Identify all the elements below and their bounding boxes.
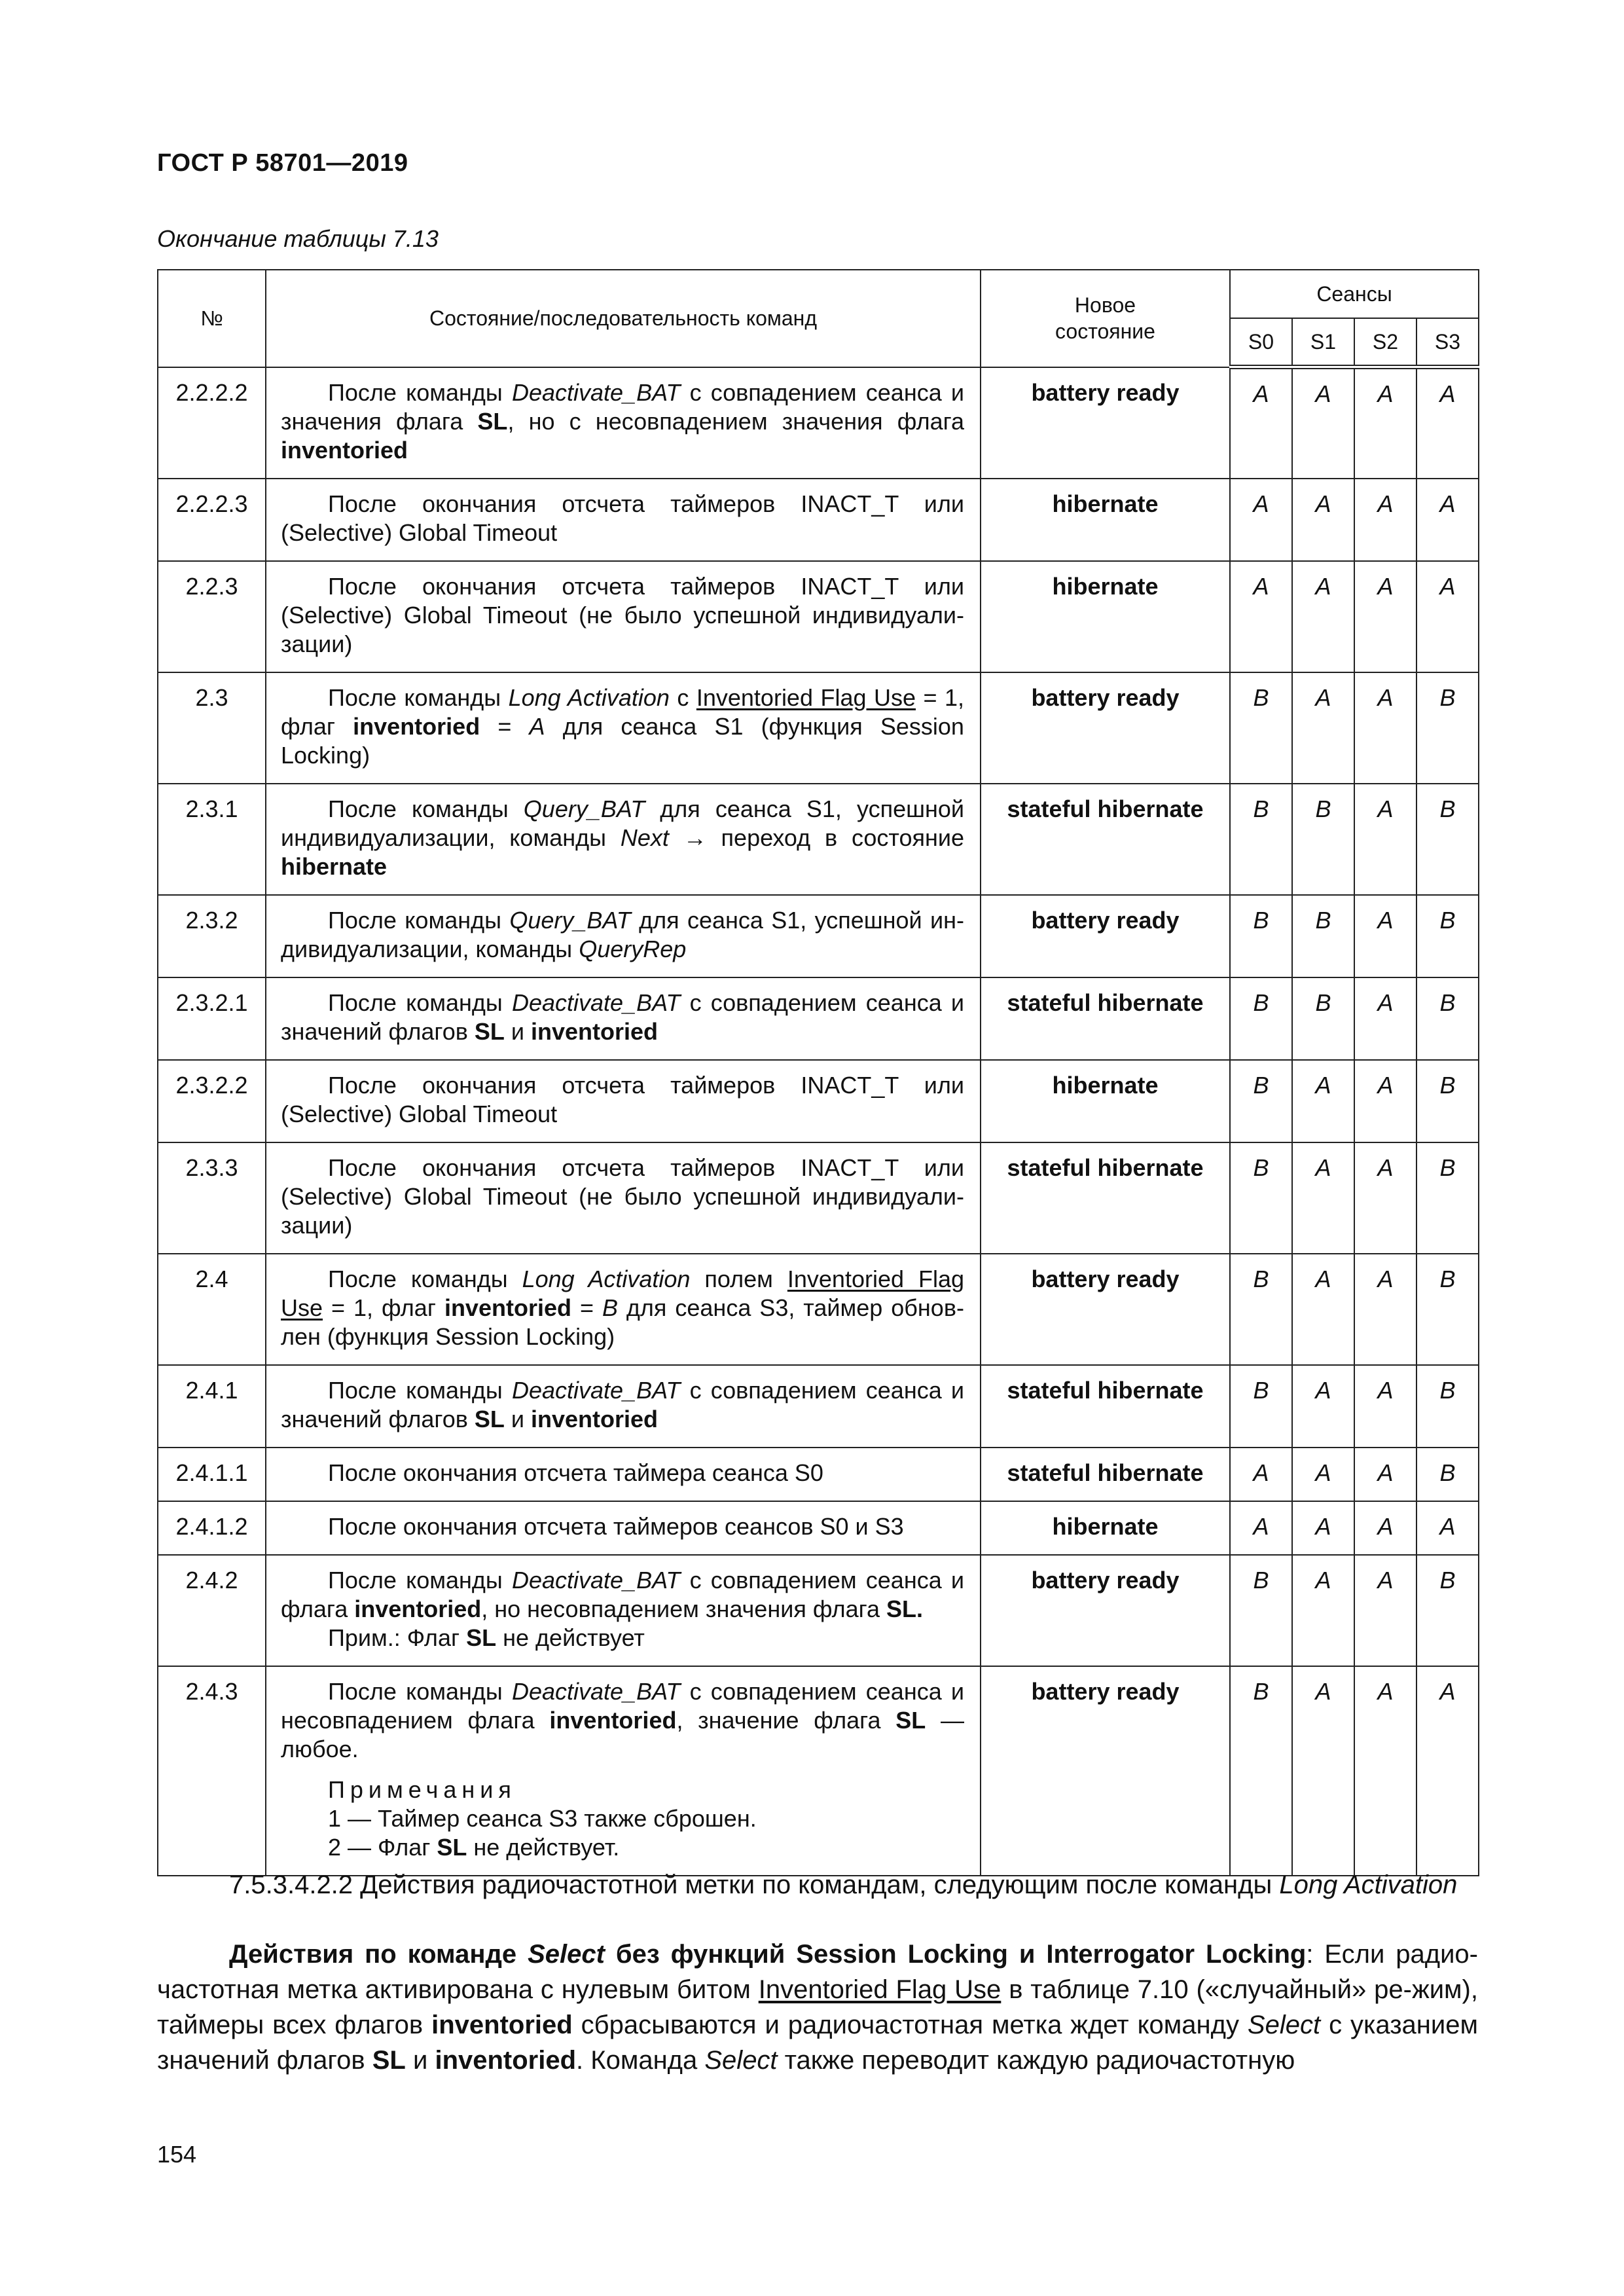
- session-s3-value: A: [1416, 1666, 1479, 1876]
- desc-text: → переход в состояние: [683, 824, 964, 851]
- row-new-state: battery ready: [981, 672, 1230, 784]
- desc-text: и: [511, 1405, 524, 1432]
- row-new-state: battery ready: [981, 1555, 1230, 1666]
- row-number: 2.4.2: [158, 1555, 266, 1666]
- header-session-s2: S2: [1354, 318, 1416, 367]
- desc-flag: inventoried: [353, 712, 480, 740]
- session-s3-value: B: [1416, 784, 1479, 895]
- session-s1-value: B: [1292, 784, 1354, 895]
- page-number: 154: [157, 2141, 197, 2168]
- paragraph-text: сбрасываются и радиочастотная метка ждет команду: [581, 2011, 1239, 2039]
- row-number: 2.3.1: [158, 784, 266, 895]
- session-s3-value: B: [1416, 1254, 1479, 1365]
- desc-command: QueryRep: [579, 935, 687, 962]
- session-s3-value: A: [1416, 1501, 1479, 1555]
- desc-text: для сеанса S1 (функция Session Locking): [281, 712, 964, 769]
- desc-command: Deactivate_BAT: [511, 378, 681, 406]
- paragraph-text: и: [412, 2046, 428, 2075]
- session-s0-value: B: [1230, 784, 1292, 895]
- desc-text: После команды: [328, 795, 509, 822]
- desc-text: для сеанса S1, успешной индивидуализации, команды: [281, 795, 964, 851]
- desc-text: и: [511, 1017, 524, 1045]
- desc-command: Long Activation: [522, 1265, 691, 1292]
- table-row: [158, 1060, 1479, 1142]
- paragraph-text: : Если радио-частотная метка активирована с нулевым битом: [157, 1940, 1478, 2004]
- paragraph-command: Select: [704, 2046, 778, 2075]
- desc-flag: SL: [466, 1624, 497, 1651]
- table-row: [158, 479, 1479, 561]
- header-description: Состояние/последовательность команд: [266, 270, 981, 367]
- row-description: [266, 479, 981, 561]
- table-row: [158, 1448, 1479, 1501]
- session-s3-value: B: [1416, 1555, 1479, 1666]
- desc-command: Query_BAT: [523, 795, 645, 822]
- desc-text: После окончания отсчета таймеров INACT_T или (Selective) Global Timeout (не было успешной индивидуали-зации): [281, 1154, 964, 1239]
- session-s1-value: A: [1292, 672, 1354, 784]
- desc-text: — любое.: [281, 1706, 964, 1762]
- desc-command: Long Activation: [508, 683, 670, 711]
- row-number: 2.3.2.1: [158, 977, 266, 1060]
- desc-command: Next: [620, 824, 669, 851]
- desc-text: После команды: [328, 1677, 503, 1705]
- table-row: [158, 1365, 1479, 1448]
- session-s1-value: A: [1292, 1060, 1354, 1142]
- desc-underlined-term: Inventoried Flag Use: [281, 1265, 964, 1321]
- session-s3-value: B: [1416, 895, 1479, 977]
- row-description: [266, 1448, 981, 1501]
- session-s0-value: B: [1230, 1142, 1292, 1254]
- header-sessions: Сеансы: [1230, 270, 1479, 318]
- desc-flag: SL.: [886, 1595, 924, 1622]
- session-s3-value: B: [1416, 977, 1479, 1060]
- table-row: [158, 977, 1479, 1060]
- paragraph-section-heading: [157, 1867, 1478, 1903]
- row-description: [266, 1666, 981, 1876]
- row-number: 2.4.1.1: [158, 1448, 266, 1501]
- desc-text: После окончания отсчета таймеров INACT_T или (Selective) Global Timeout: [281, 1071, 964, 1127]
- desc-text: = 1, флаг: [331, 1294, 436, 1321]
- header-new-state-line1: Новое: [1074, 293, 1136, 318]
- session-s2-value: A: [1354, 1501, 1416, 1555]
- desc-text: с совпадением сеанса и значения флага: [281, 378, 964, 435]
- sessions-table: [157, 269, 1479, 1876]
- desc-text: с совпадением сеанса и значений флагов: [281, 1376, 964, 1432]
- desc-text: = 1, флаг: [281, 683, 964, 740]
- session-s0-value: B: [1230, 1555, 1292, 1666]
- session-s0-value: B: [1230, 1666, 1292, 1876]
- session-s2-value: A: [1354, 1555, 1416, 1666]
- row-description: [266, 672, 981, 784]
- session-s2-value: A: [1354, 561, 1416, 672]
- row-new-state: hibernate: [981, 561, 1230, 672]
- session-s2-value: A: [1354, 672, 1416, 784]
- row-new-state: stateful hibernate: [981, 1448, 1230, 1501]
- desc-command: Deactivate_BAT: [511, 1677, 681, 1705]
- session-s2-value: A: [1354, 479, 1416, 561]
- row-number: 2.3.2.2: [158, 1060, 266, 1142]
- table-row: [158, 1555, 1479, 1666]
- desc-flag: hibernate: [281, 852, 388, 880]
- desc-text: После окончания отсчета таймеров INACT_T или (Selective) Global Timeout: [281, 490, 964, 546]
- row-new-state: hibernate: [981, 479, 1230, 561]
- row-description: [266, 561, 981, 672]
- session-s1-value: A: [1292, 1142, 1354, 1254]
- desc-text: После команды: [328, 1265, 508, 1292]
- desc-text: полем: [704, 1265, 773, 1292]
- paragraph-text: с указанием значений флагов: [157, 2011, 1478, 2075]
- session-s0-value: B: [1230, 672, 1292, 784]
- header-session-s0: S0: [1230, 318, 1292, 367]
- desc-text: с: [677, 683, 689, 711]
- desc-text: После команды: [328, 378, 503, 406]
- desc-text: для сеанса S1, успешной ин-дивидуализации, команды: [281, 906, 964, 962]
- session-s0-value: B: [1230, 1365, 1292, 1448]
- header-session-s3: S3: [1416, 318, 1479, 367]
- session-s3-value: B: [1416, 672, 1479, 784]
- session-s2-value: A: [1354, 1448, 1416, 1501]
- desc-flag: SL: [437, 1833, 467, 1861]
- table-row: [158, 367, 1479, 479]
- table-row: [158, 1254, 1479, 1365]
- desc-value: A: [529, 712, 545, 740]
- desc-command: Query_BAT: [509, 906, 631, 934]
- note-item: 1 — Таймер сеанса S3 также сброшен.: [328, 1804, 757, 1832]
- row-number: 2.2.2.2: [158, 367, 266, 479]
- paragraph-flag: inventoried: [431, 2011, 573, 2039]
- note-text: 2 — Флаг: [328, 1833, 431, 1861]
- desc-flag: inventoried: [354, 1595, 482, 1622]
- row-description: [266, 1501, 981, 1555]
- table-row: [158, 672, 1479, 784]
- row-number: 2.4.1: [158, 1365, 266, 1448]
- session-s0-value: B: [1230, 1254, 1292, 1365]
- table-row: [158, 1666, 1479, 1876]
- table-row: [158, 784, 1479, 895]
- desc-command: Deactivate_BAT: [511, 1376, 681, 1404]
- paragraph-command: Select: [1247, 2011, 1321, 2039]
- row-new-state: stateful hibernate: [981, 1142, 1230, 1254]
- session-s1-value: A: [1292, 1666, 1354, 1876]
- session-s3-value: B: [1416, 1365, 1479, 1448]
- table-row: [158, 895, 1479, 977]
- desc-flag: inventoried: [444, 1294, 571, 1321]
- row-description: [266, 1254, 981, 1365]
- session-s2-value: A: [1354, 1254, 1416, 1365]
- row-number: 2.2.3: [158, 561, 266, 672]
- session-s0-value: A: [1230, 367, 1292, 479]
- row-description: [266, 367, 981, 479]
- row-new-state: stateful hibernate: [981, 784, 1230, 895]
- paragraph-bold-lead: без функций Session Locking и Interrogator Locking: [615, 1940, 1307, 1969]
- desc-text: с совпадением сеанса и флага: [281, 1566, 964, 1622]
- paragraph-flag: SL: [372, 2046, 406, 2075]
- desc-flag: SL: [477, 407, 508, 435]
- paragraph-bold-lead: Действия по команде: [229, 1940, 517, 1969]
- session-s3-value: A: [1416, 561, 1479, 672]
- desc-text: После окончания отсчета таймеров INACT_T или (Selective) Global Timeout (не было успешной индивидуали-зации): [281, 572, 964, 657]
- desc-text: , но несовпадением значения флага: [481, 1595, 880, 1622]
- header-num: №: [158, 270, 266, 367]
- desc-text: После команды: [328, 989, 503, 1016]
- desc-text: После окончания отсчета таймера сеанса S0: [328, 1459, 823, 1486]
- session-s0-value: A: [1230, 479, 1292, 561]
- header-new-state: [981, 270, 1230, 367]
- session-s3-value: A: [1416, 367, 1479, 479]
- session-s2-value: A: [1354, 1666, 1416, 1876]
- row-number: 2.3: [158, 672, 266, 784]
- desc-text: с совпадением сеанса и значений флагов: [281, 989, 964, 1045]
- row-new-state: stateful hibernate: [981, 1365, 1230, 1448]
- session-s0-value: A: [1230, 1501, 1292, 1555]
- note-text: не действует.: [473, 1833, 620, 1861]
- table-row: [158, 561, 1479, 672]
- session-s2-value: A: [1354, 1365, 1416, 1448]
- session-s1-value: A: [1292, 479, 1354, 561]
- row-new-state: battery ready: [981, 367, 1230, 479]
- standard-title: ГОСТ Р 58701—2019: [157, 149, 408, 177]
- header-session-s1: S1: [1292, 318, 1354, 367]
- row-description: [266, 1555, 981, 1666]
- row-number: 2.4: [158, 1254, 266, 1365]
- desc-command: Deactivate_BAT: [511, 989, 681, 1016]
- row-number: 2.2.2.3: [158, 479, 266, 561]
- desc-text: , значение флага: [676, 1706, 881, 1734]
- desc-command: Deactivate_BAT: [511, 1566, 681, 1594]
- row-new-state: battery ready: [981, 1254, 1230, 1365]
- desc-text: =: [497, 712, 512, 740]
- desc-text: для сеанса S3, таймер обнов-лен (функция Session Locking): [281, 1294, 964, 1350]
- header-new-state-line2: состояние: [1055, 319, 1155, 344]
- session-s1-value: B: [1292, 977, 1354, 1060]
- row-number: 2.4.3: [158, 1666, 266, 1876]
- session-s2-value: A: [1354, 367, 1416, 479]
- session-s3-value: B: [1416, 1142, 1479, 1254]
- paragraph-text: . Команда: [576, 2046, 698, 2075]
- desc-note-text: Прим.: Флаг: [328, 1624, 460, 1651]
- session-s2-value: A: [1354, 1060, 1416, 1142]
- row-new-state: hibernate: [981, 1060, 1230, 1142]
- session-s0-value: B: [1230, 895, 1292, 977]
- desc-text: После команды: [328, 1376, 503, 1404]
- paragraph-text: также переводит каждую радиочастотную: [784, 2046, 1295, 2075]
- row-description: [266, 784, 981, 895]
- session-s1-value: A: [1292, 1555, 1354, 1666]
- row-description: [266, 1142, 981, 1254]
- row-description: [266, 1060, 981, 1142]
- paragraph-select-actions: [157, 1937, 1478, 2078]
- session-s3-value: B: [1416, 1448, 1479, 1501]
- row-number: 2.3.2: [158, 895, 266, 977]
- desc-note-text: не действует: [503, 1624, 645, 1651]
- session-s3-value: B: [1416, 1060, 1479, 1142]
- session-s2-value: A: [1354, 895, 1416, 977]
- paragraph-text: 7.5.3.4.2.2 Действия радиочастотной метки по командам, следующим после команды: [229, 1870, 1272, 1899]
- session-s2-value: A: [1354, 784, 1416, 895]
- session-s1-value: A: [1292, 367, 1354, 479]
- row-number: 2.3.3: [158, 1142, 266, 1254]
- paragraph-underlined-term: Inventoried Flag Use: [758, 1975, 1001, 2004]
- session-s2-value: A: [1354, 977, 1416, 1060]
- session-s1-value: A: [1292, 561, 1354, 672]
- paragraph-text: в таблице 7.10 («случайный» ре-жим), таймеры всех флагов: [157, 1975, 1478, 2039]
- table-caption: Окончание таблицы 7.13: [157, 225, 439, 252]
- session-s0-value: A: [1230, 1448, 1292, 1501]
- row-new-state: battery ready: [981, 1666, 1230, 1876]
- paragraph-flag: inventoried: [435, 2046, 577, 2075]
- session-s1-value: A: [1292, 1448, 1354, 1501]
- row-description: [266, 895, 981, 977]
- desc-underlined-term: Inventoried Flag Use: [696, 683, 916, 711]
- session-s1-value: A: [1292, 1365, 1354, 1448]
- session-s3-value: A: [1416, 479, 1479, 561]
- session-s1-value: B: [1292, 895, 1354, 977]
- desc-text: с совпадением сеанса и несовпадением флага: [281, 1677, 964, 1734]
- row-new-state: stateful hibernate: [981, 977, 1230, 1060]
- row-new-state: battery ready: [981, 895, 1230, 977]
- row-description: [266, 1365, 981, 1448]
- session-s1-value: A: [1292, 1254, 1354, 1365]
- table-row: [158, 1142, 1479, 1254]
- desc-text: После команды: [328, 1566, 503, 1594]
- desc-flag: inventoried: [549, 1706, 677, 1734]
- row-number: 2.4.1.2: [158, 1501, 266, 1555]
- row-new-state: hibernate: [981, 1501, 1230, 1555]
- desc-text: После окончания отсчета таймеров сеансов S0 и S3: [328, 1512, 904, 1540]
- row-description: [266, 977, 981, 1060]
- session-s2-value: A: [1354, 1142, 1416, 1254]
- session-s0-value: B: [1230, 977, 1292, 1060]
- desc-flag: inventoried: [281, 436, 408, 464]
- note-heading: Примечания: [328, 1776, 516, 1803]
- paragraph-command: Long Activation: [1279, 1870, 1458, 1899]
- desc-flag: SL: [474, 1405, 505, 1432]
- table-row: [158, 1501, 1479, 1555]
- note-item: [281, 1833, 964, 1862]
- desc-value: B: [602, 1294, 618, 1321]
- desc-text: После команды: [328, 683, 501, 711]
- desc-flag: inventoried: [531, 1405, 659, 1432]
- session-s1-value: A: [1292, 1501, 1354, 1555]
- session-s0-value: B: [1230, 1060, 1292, 1142]
- desc-flag: SL: [474, 1017, 505, 1045]
- desc-text: , но с несовпадением значения флага: [507, 407, 964, 435]
- desc-text: После команды: [328, 906, 501, 934]
- desc-flag: inventoried: [531, 1017, 659, 1045]
- paragraph-command: Select: [528, 1940, 605, 1969]
- session-s0-value: A: [1230, 561, 1292, 672]
- desc-text: =: [579, 1294, 594, 1321]
- desc-flag: SL: [895, 1706, 926, 1734]
